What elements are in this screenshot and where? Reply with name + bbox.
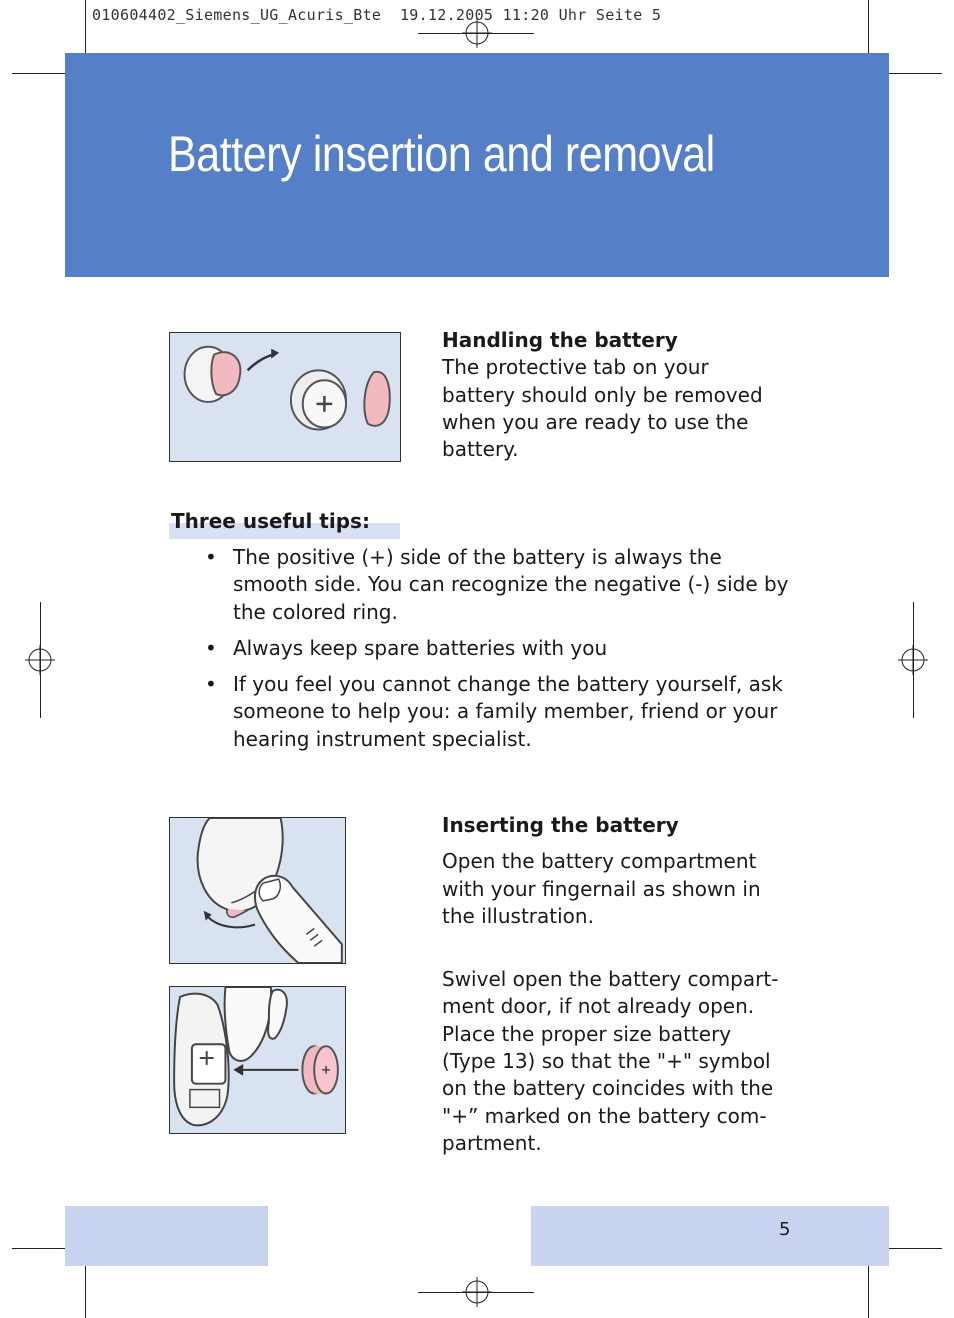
tip-text: Always keep spare batteries with you <box>233 635 608 660</box>
battery-insert-icon <box>170 987 345 1133</box>
battery-tab-illustration <box>169 332 401 462</box>
print-slug <box>92 6 661 24</box>
battery-tab-icon <box>170 333 400 461</box>
handling-heading: Handling the battery <box>442 328 678 352</box>
slug-date: 19.12.2005 <box>399 6 494 24</box>
insert-battery-illustration <box>169 986 346 1134</box>
crop-mark <box>889 1248 942 1249</box>
crop-mark <box>418 1292 534 1293</box>
tip-text: If you feel you cannot change the battery yourself, ask someone to help you: a family member, friend or your hearing instrument specialist. <box>233 672 783 751</box>
inserting-heading: Inserting the battery <box>442 813 679 837</box>
footer-band-right <box>531 1206 889 1266</box>
slug-time: 11:20 Uhr <box>502 6 587 24</box>
crop-mark <box>12 73 65 74</box>
slug-page: Seite 5 <box>595 6 662 24</box>
crop-mark <box>868 0 869 55</box>
tips-list <box>203 544 793 762</box>
handling-body: The protective tab on your battery should only be removed when you are ready to use the battery. <box>442 355 763 462</box>
crop-mark <box>418 33 534 34</box>
inserting-para-2: Swivel open the battery compart-ment door, if not already open. Place the proper size battery (Type 13) so that the "+" symbol on the battery coincides with the "+” marked on the battery com-partment. <box>442 967 779 1155</box>
slug-file: 010604402_Siemens_UG_Acuris_Bte <box>92 6 382 24</box>
bullet-icon: • <box>205 545 217 569</box>
crop-mark <box>40 602 41 718</box>
crop-mark <box>85 0 86 55</box>
list-item <box>203 671 793 753</box>
header-band <box>65 53 889 277</box>
crop-mark <box>868 1266 869 1318</box>
handling-section <box>442 327 782 463</box>
tips-heading: Three useful tips: <box>171 509 370 533</box>
crop-mark <box>85 1266 86 1318</box>
crop-mark <box>12 1248 65 1249</box>
list-item <box>203 544 793 626</box>
page-number: 5 <box>779 1219 791 1240</box>
tip-text: The positive (+) side of the battery is always the smooth side. You can recognize the negative (-) side by the colored ring. <box>233 545 789 624</box>
fingernail-open-icon <box>170 818 345 963</box>
inserting-para-1: Open the battery compartment with your fingernail as shown in the illustration. <box>442 849 761 928</box>
bullet-icon: • <box>205 672 217 697</box>
inserting-section <box>442 812 787 1157</box>
list-item <box>203 635 793 662</box>
crop-mark <box>913 602 914 718</box>
crop-mark <box>889 73 942 74</box>
page-title: Battery insertion and removal <box>168 126 715 182</box>
footer-band-left <box>65 1206 268 1266</box>
open-compartment-illustration <box>169 817 346 964</box>
bullet-icon: • <box>205 635 217 660</box>
